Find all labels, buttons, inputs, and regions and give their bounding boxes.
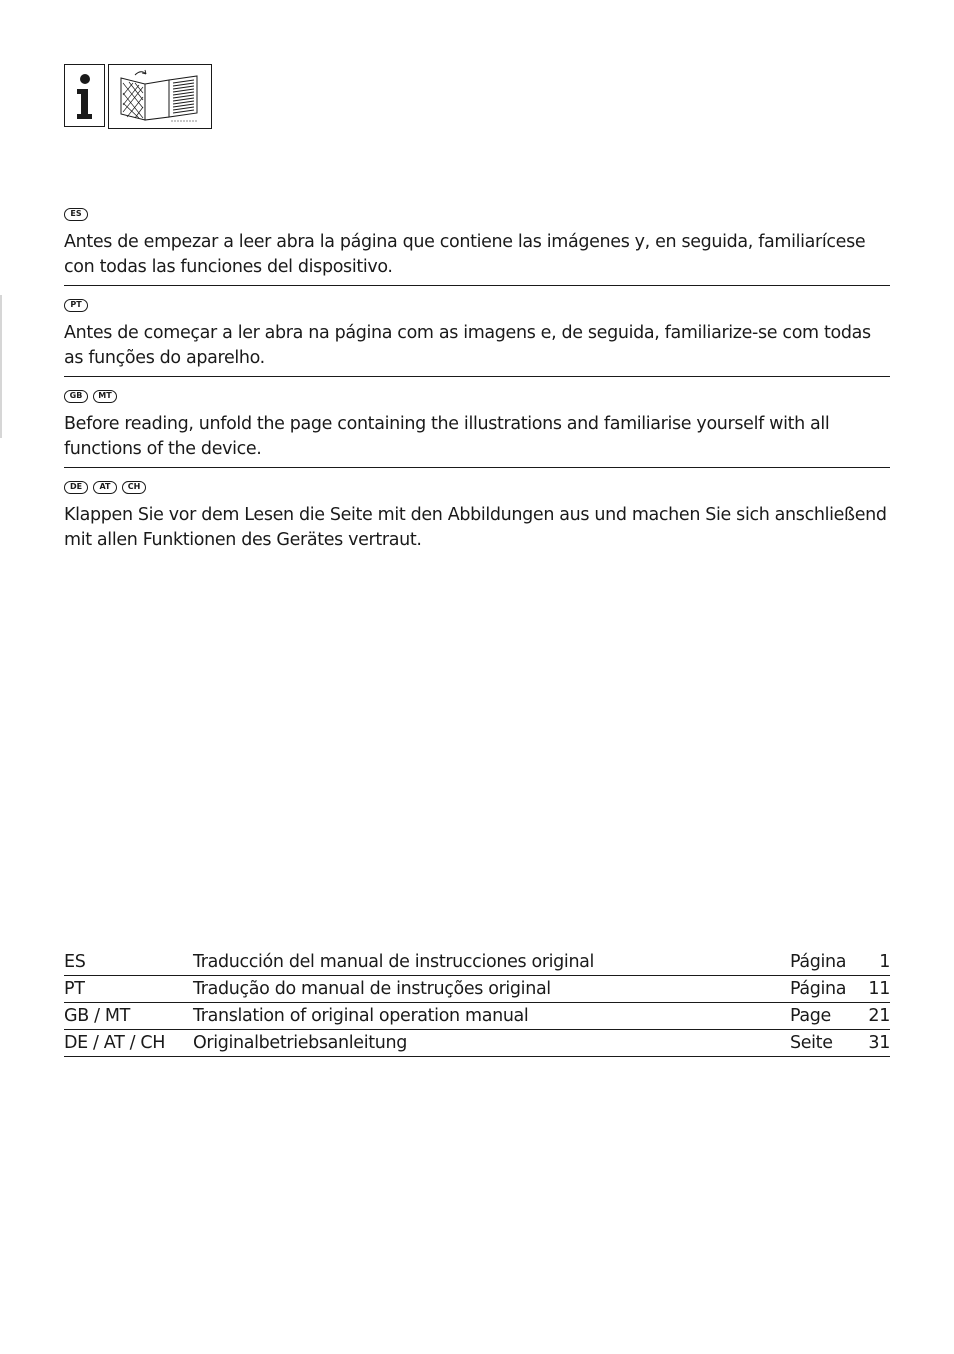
toc-row[interactable]: [64, 949, 890, 976]
toc-title: Traducción del manual de instrucciones original: [193, 952, 595, 972]
divider: [64, 467, 890, 468]
intro-text-es: Antes de empezar a leer abra la página que contiene las imágenes y, en seguida, familiarícese con todas las funciones del dispositivo.: [64, 232, 866, 277]
toc-row[interactable]: [64, 1030, 890, 1057]
badge-ch: CH: [122, 481, 146, 494]
section-gb-mt: [64, 388, 890, 462]
section-es: [64, 206, 890, 280]
table-of-contents: [64, 949, 890, 1057]
language-badges: [64, 297, 890, 313]
toc-language: PT: [64, 979, 85, 999]
unfold-page-icon: [108, 64, 212, 129]
toc-language: ES: [64, 952, 86, 972]
intro-text-de: Klappen Sie vor dem Lesen die Seite mit den Abbildungen aus und machen Sie sich anschließend mit allen Funktionen des Gerätes vertraut.: [64, 505, 887, 550]
toc-page-number: 31: [868, 1033, 890, 1053]
section-de-at-ch: [64, 479, 890, 553]
toc-row[interactable]: [64, 1003, 890, 1030]
toc-page-label: Página: [790, 952, 847, 972]
language-badges: [64, 206, 890, 222]
toc-title: Originalbetriebsanleitung: [193, 1033, 407, 1053]
badge-mt: MT: [93, 390, 117, 403]
divider: [64, 285, 890, 286]
toc-title: Translation of original operation manual: [193, 1006, 529, 1026]
toc-language: DE / AT / CH: [64, 1033, 166, 1053]
toc-page-number: 21: [868, 1006, 890, 1026]
section-pt: [64, 297, 890, 371]
badge-gb: GB: [64, 390, 88, 403]
toc-page-number: 11: [868, 979, 890, 999]
toc-title: Tradução do manual de instruções original: [193, 979, 551, 999]
badge-at: AT: [93, 481, 117, 494]
binding-mark: [0, 295, 2, 438]
toc-page-number: 1: [879, 952, 890, 972]
badge-es: ES: [64, 208, 88, 221]
toc-page-label: Page: [790, 1006, 831, 1026]
language-badges: [64, 388, 890, 404]
toc-page-label: Página: [790, 979, 847, 999]
intro-text-gb: Before reading, unfold the page containing the illustrations and familiarise yourself with all functions of the device.: [64, 414, 830, 459]
toc-page-label: Seite: [790, 1033, 833, 1053]
badge-pt: PT: [64, 299, 88, 312]
intro-text-pt: Antes de começar a ler abra na página com as imagens e, de seguida, familiarize-se com todas as funções do aparelho.: [64, 323, 871, 368]
info-icon: [64, 64, 105, 127]
toc-language: GB / MT: [64, 1006, 130, 1026]
divider: [64, 376, 890, 377]
language-badges: [64, 479, 890, 495]
toc-row[interactable]: [64, 976, 890, 1003]
badge-de: DE: [64, 481, 88, 494]
